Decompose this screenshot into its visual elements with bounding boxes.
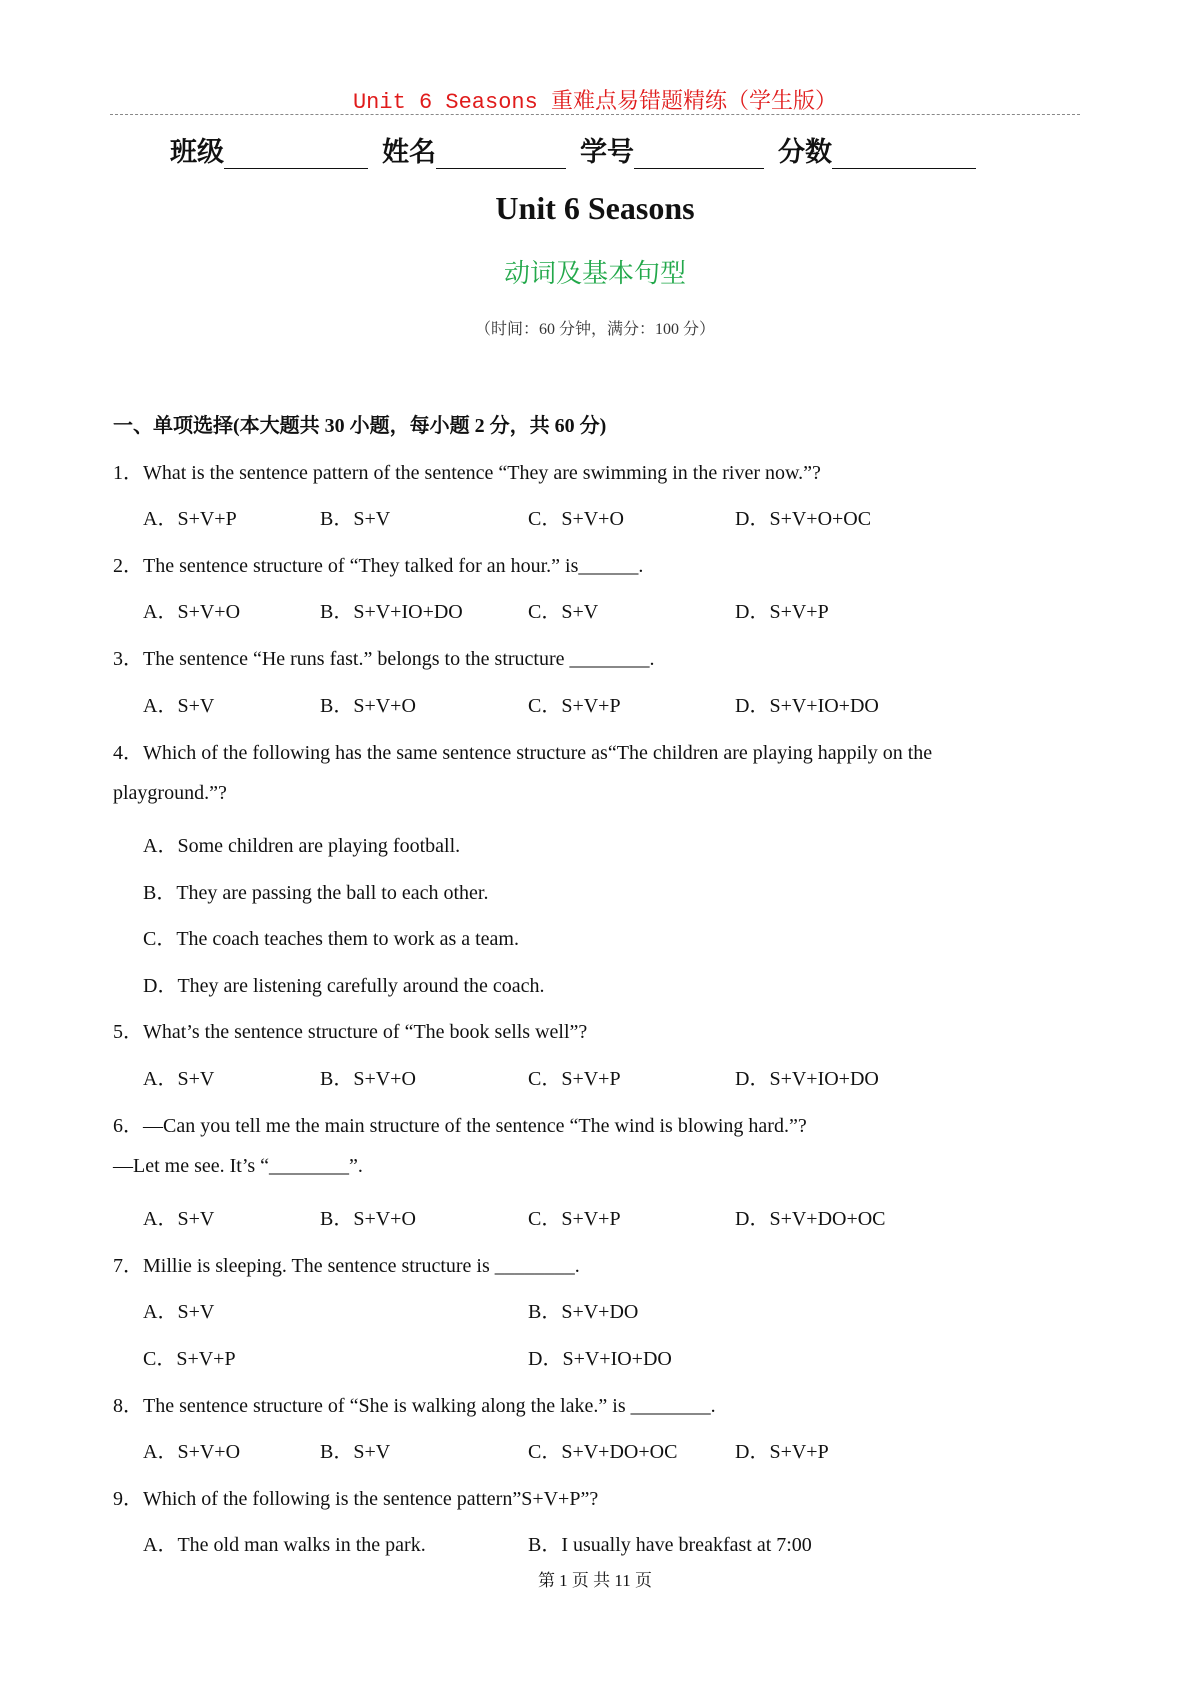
question-1: 1．What is the sentence pattern of the sentence “They are swimming in the river now.”? xyxy=(113,462,821,484)
q1-option-b[interactable]: B．S+V xyxy=(320,508,391,530)
q5-option-c[interactable]: C．S+V+P xyxy=(528,1068,621,1090)
score-label: 分数 xyxy=(778,137,832,168)
question-5: 5．What’s the sentence structure of “The book sells well”? xyxy=(113,1021,588,1043)
name-label: 姓名 xyxy=(382,137,436,168)
header-divider xyxy=(110,114,1080,115)
header-title: Unit 6 Seasons 重难点易错题精练（学生版） xyxy=(352,90,838,115)
q8-option-d[interactable]: D．S+V+P xyxy=(735,1441,829,1463)
q4-option-a[interactable]: A．Some children are playing football. xyxy=(143,835,461,857)
class-blank[interactable] xyxy=(224,138,368,169)
q4-option-d[interactable]: D．They are listening carefully around the coach. xyxy=(143,975,545,997)
q8-option-b[interactable]: B．S+V xyxy=(320,1441,391,1463)
q2-option-d[interactable]: D．S+V+P xyxy=(735,601,829,623)
q9-option-b[interactable]: B．I usually have breakfast at 7:00 xyxy=(528,1534,812,1556)
q2-option-b[interactable]: B．S+V+IO+DO xyxy=(320,601,463,623)
question-3: 3．The sentence “He runs fast.” belongs to the structure ________. xyxy=(113,648,655,670)
question-6: 6．—Can you tell me the main structure of the sentence “The wind is blowing hard.”? xyxy=(113,1115,807,1137)
page-title: Unit 6 Seasons xyxy=(495,190,695,226)
q3-option-b[interactable]: B．S+V+O xyxy=(320,695,416,717)
q3-option-c[interactable]: C．S+V+P xyxy=(528,695,621,717)
q1-option-c[interactable]: C．S+V+O xyxy=(528,508,624,530)
exam-meta: （时间：60 分钟，满分：100 分） xyxy=(474,321,715,338)
q8-option-a[interactable]: A．S+V+O xyxy=(143,1441,241,1463)
q4-option-c[interactable]: C．The coach teaches them to work as a team. xyxy=(143,928,519,950)
q7-option-b[interactable]: B．S+V+DO xyxy=(528,1301,639,1323)
q1-option-a[interactable]: A．S+V+P xyxy=(143,508,237,530)
q4-option-b[interactable]: B．They are passing the ball to each other. xyxy=(143,882,489,904)
q5-option-a[interactable]: A．S+V xyxy=(143,1068,215,1090)
q9-option-a[interactable]: A．The old man walks in the park. xyxy=(143,1534,426,1556)
q6-option-c[interactable]: C．S+V+P xyxy=(528,1208,621,1230)
question-2: 2．The sentence structure of “They talked for an hour.” is______. xyxy=(113,555,644,577)
class-label: 班级 xyxy=(170,137,224,168)
question-6-reply: —Let me see. It’s “________”. xyxy=(113,1155,363,1177)
q5-option-d[interactable]: D．S+V+IO+DO xyxy=(735,1068,879,1090)
question-4: 4．Which of the following has the same sentence structure as“The children are playing happily on the xyxy=(113,742,933,764)
question-4-continued: playground.”? xyxy=(113,782,227,804)
student-info-row xyxy=(170,130,1050,169)
q6-option-b[interactable]: B．S+V+O xyxy=(320,1208,416,1230)
q7-option-a[interactable]: A．S+V xyxy=(143,1301,215,1323)
q2-option-c[interactable]: C．S+V xyxy=(528,601,599,623)
id-label: 学号 xyxy=(580,137,634,168)
q3-option-d[interactable]: D．S+V+IO+DO xyxy=(735,695,879,717)
q1-option-d[interactable]: D．S+V+O+OC xyxy=(735,508,872,530)
q7-option-c[interactable]: C．S+V+P xyxy=(143,1348,236,1370)
question-7: 7．Millie is sleeping. The sentence structure is ________. xyxy=(113,1255,580,1277)
name-blank[interactable] xyxy=(436,138,566,169)
q8-option-c[interactable]: C．S+V+DO+OC xyxy=(528,1441,678,1463)
page-subtitle: 动词及基本句型 xyxy=(503,259,686,289)
q6-option-d[interactable]: D．S+V+DO+OC xyxy=(735,1208,886,1230)
q7-option-d[interactable]: D．S+V+IO+DO xyxy=(528,1348,672,1370)
page-number: 第 1 页 共 11 页 xyxy=(537,1571,653,1590)
id-blank[interactable] xyxy=(634,138,764,169)
question-9: 9．Which of the following is the sentence pattern”S+V+P”? xyxy=(113,1488,599,1510)
q6-option-a[interactable]: A．S+V xyxy=(143,1208,215,1230)
score-blank[interactable] xyxy=(832,138,976,169)
q2-option-a[interactable]: A．S+V+O xyxy=(143,601,241,623)
section-heading: 一、单项选择(本大题共 30 小题，每小题 2 分，共 60 分) xyxy=(113,415,607,437)
q3-option-a[interactable]: A．S+V xyxy=(143,695,215,717)
question-8: 8．The sentence structure of “She is walking along the lake.” is ________. xyxy=(113,1395,716,1417)
q5-option-b[interactable]: B．S+V+O xyxy=(320,1068,416,1090)
